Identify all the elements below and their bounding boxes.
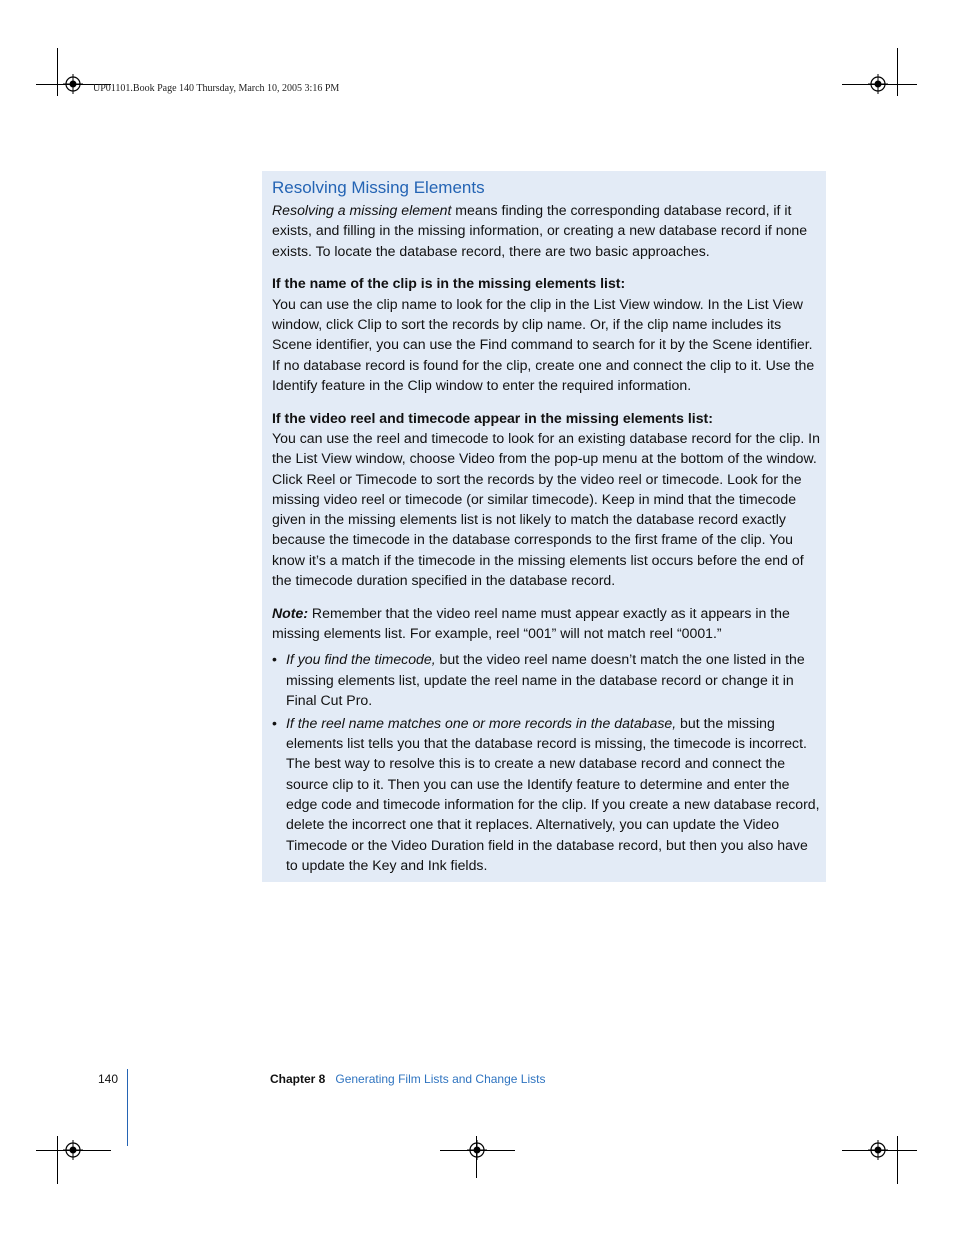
note-paragraph bbox=[272, 603, 820, 644]
bullet-icon: • bbox=[272, 651, 277, 668]
case2-heading: If the video reel and timecode appear in the missing elements list: bbox=[272, 409, 713, 426]
crop-mark bbox=[57, 1136, 58, 1184]
crop-mark bbox=[57, 48, 58, 96]
chapter-title: Generating Film Lists and Change Lists bbox=[335, 1072, 546, 1086]
registration-mark-icon bbox=[868, 74, 888, 94]
bullet-lead: If you find the timecode, bbox=[286, 651, 436, 668]
case1-body: You can use the clip name to look for the clip in the List View window. In the List View window, click Clip to sort the records by clip name. Or, if the clip name includes its Scene identifier, you can use the Find command to search for it by the Scene identifier. If no database record is found for the clip, create one and connect the clip to it. Use the Identify feature in the Clip window to enter the required information. bbox=[272, 295, 815, 393]
section-title: Resolving Missing Elements bbox=[272, 178, 485, 197]
footer-chapter bbox=[270, 1072, 545, 1086]
sidebar-content bbox=[272, 176, 820, 878]
page-number: 140 bbox=[98, 1072, 119, 1086]
bullet-lead: If the reel name matches one or more records in the database, bbox=[286, 714, 677, 731]
intro-text: means finding the corresponding database record, if it exists, and filling in the missing information, or creating a new database record if none exists. To locate the database record, there are two basic approaches. bbox=[272, 202, 808, 259]
intro-paragraph bbox=[272, 200, 820, 261]
case1-heading: If the name of the clip is in the missing elements list: bbox=[272, 275, 626, 292]
registration-mark-icon bbox=[63, 74, 83, 94]
bullet-list bbox=[272, 649, 820, 875]
note-label: Note: bbox=[272, 604, 309, 621]
note-text: Remember that the video reel name must appear exactly as it appears in the missing elements list. For example, reel “001” will not match reel “0001.” bbox=[272, 604, 790, 642]
intro-term: Resolving a missing element bbox=[272, 202, 452, 218]
crop-mark bbox=[897, 1136, 898, 1184]
footer-rule bbox=[127, 1069, 128, 1146]
list-item bbox=[272, 649, 820, 710]
print-header: UP01101.Book Page 140 Thursday, March 10, 2005 3:16 PM bbox=[93, 83, 340, 94]
bullet-icon: • bbox=[272, 714, 277, 731]
bullet-text: but the video reel name doesn’t match the one listed in the missing elements list, update the reel name in the database record or change it in Final Cut Pro. bbox=[286, 651, 805, 709]
case2-body: You can use the reel and timecode to look for an existing database record for the clip. In the List View window, choose Video from the pop-up menu at the bottom of the window. Click Reel or Timecode to sort the records by the video reel or timecode. Look for the missing video reel or timecode (or similar timecode). Keep in mind that the timecode given in the missing elements list is not likely to match the database record exactly because the timecode in the database corresponds to the first frame of the clip. You know it’s a match if the timecode in the missing elements list occurs before the end of the timecode duration specified in the database record. bbox=[272, 429, 820, 589]
bullet-text: but the missing elements list tells you that the database record is missing, the timecode is incorrect. The best way to resolve this is to create a new database record and connect the source clip to it. Then you can use the Identify feature to determine and enter the edge code and timecode information for the clip. If you create a new database record, delete the incorrect one that it replaces. Alternatively, you can update the Video Timecode or the Video Duration field in the database record, but then you also have to update the Key and Ink fields. bbox=[286, 714, 820, 873]
registration-mark-icon bbox=[63, 1140, 83, 1160]
chapter-label: Chapter 8 bbox=[270, 1072, 326, 1086]
registration-mark-icon bbox=[467, 1140, 487, 1160]
registration-mark-icon bbox=[868, 1140, 888, 1160]
crop-mark bbox=[897, 48, 898, 96]
list-item bbox=[272, 713, 820, 875]
